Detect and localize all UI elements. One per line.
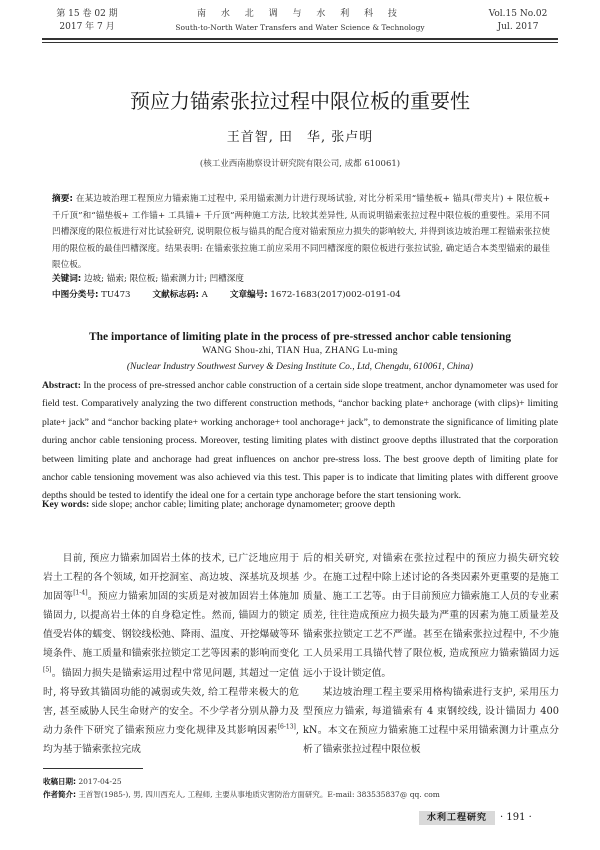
authors-en: WANG Shou-zhi, TIAN Hua, ZHANG Lu-ming xyxy=(202,346,398,356)
body-paragraph: 某边坡治理工程主要采用格构锚索进行支护, 采用压力型预应力锚索, 每道锚索有 4 束钢绞线, 设计锚固力 400 kN。本文在预应力锚索施工过程中采用锚索测力计重点分析了锚索张拉过程中限位板 xyxy=(303,686,559,755)
date-en: Jul. 2017 xyxy=(497,22,539,32)
article-no-value: 1672-1683(2017)002-0191-04 xyxy=(267,290,401,300)
body-column-left xyxy=(43,549,299,759)
body-text: 。预应力锚索加固的实质是对被加固岩土体施加锚固力, 以提高岩土体的自身稳定性。然而, 锚固力的锁定值受岩体的蠕变、钢铰线松弛、降雨、温度、开挖爆破等环境条件、施工质量和锚索张拉锁定工艺等因素的影响而变化 xyxy=(43,591,300,660)
abstract-en-text: In the process of pre-stressed anchor cable construction of a certain side slope treatment, anchor dynamometer was used for field test. Comparatively analyzing the two different construction methods, “anchor backing plate+ anchorage (with clips)+ limiting plate+ jack” and “anchor backing plate+ working anchorage+ tool anchorage+ jack”, to demonstrate the significance of limiting plate during anchor cable tensioning process. Moreover, testing limiting plates with distinct groove depths illustrated that the corporation between limiting plate and anchorage had great influences on anchor pre-stress loss. The best groove depth of limiting plate for anchor cable tensioning movement was also achieved via this test. This paper is to indicate that limiting plates with different groove depths should be tested to identify the ideal one for a certain type anchorage before the start tensioning work. xyxy=(42,380,558,502)
article-title-cn: 预应力锚索张拉过程中限位板的重要性 xyxy=(130,89,470,113)
header-rule-thick xyxy=(42,38,558,40)
footnote-author-bio xyxy=(43,788,559,801)
header-journal xyxy=(150,8,450,34)
body-text: 。锚固力损失是锚索运用过程中常见问题, 其超过一定值时, 将导致其锚固功能的减弱或失效, 给工程带来极大的危害, 甚至威胁人民生命财产的安全。不少学者分别从静力及动力条件下研究了锚索预应力变化规律及其影响因素 xyxy=(43,667,299,736)
classification-line xyxy=(52,287,550,303)
citation-ref[interactable]: [1-4] xyxy=(73,589,88,597)
page-number: · 191 · xyxy=(500,812,532,823)
journal-section-badge: 水利工程研究 xyxy=(419,811,495,825)
header-volume-cn xyxy=(52,8,122,34)
body-paragraph xyxy=(43,549,299,759)
body-column-right xyxy=(303,549,559,759)
author-bio-value: 王首智(1985-), 男, 四川西充人, 工程师, 主要从事地质灾害防治方面研究。E-mail: 383535837@ qq. com xyxy=(76,790,440,799)
volume-issue-en: Vol.15 No.02 xyxy=(488,9,548,19)
body-text: , 均为基于锚索张拉完成 xyxy=(43,724,299,755)
date-cn: 2017 年 7 月 xyxy=(59,22,115,32)
footnote-received xyxy=(43,775,559,788)
abstract-cn-text: 在某边坡治理工程预应力锚索施工过程中, 采用锚索测力计进行现场试验, 对比分析采用“锚垫板+ 锚具(带夹片) + 限位板+ 千斤顶”和“锚垫板+ 工作锚+ 工具锚+ 千斤顶”两种施工方法, 比较其差异性, 从而说明锚索张拉过程中限位板的重要性。采用不同凹槽深度的限位板进行对比试验研究, 说明限位板与锚具的配合度对锚索预应力损失的影响较大, 并得到该边坡治理工程锚索张拉使用的限位板的最佳凹槽深度。结果表明: 在锚索张拉施工前应采用不同凹槽深度的限位板进行张拉试验, 确定适合本类型锚索的最佳限位板。 xyxy=(52,194,550,270)
article-title-en: The importance of limiting plate in the process of pre-stressed anchor cable tensioning xyxy=(88,331,512,343)
keywords-cn-text: 边坡; 锚索; 限位板; 锚索测力计; 凹槽深度 xyxy=(81,274,244,284)
author-bio-label: 作者简介: xyxy=(43,790,76,799)
header-volume-en xyxy=(478,8,558,34)
journal-name-cn: 南 水 北 调 与 水 利 科 技 xyxy=(197,9,403,19)
affiliation-en: (Nuclear Industry Southwest Survey & Desing Institute Co., Ltd, Chengdu, 610061, China) xyxy=(126,362,474,372)
keywords-en-label: Key words: xyxy=(42,499,90,510)
abstract-en-label: Abstract: xyxy=(42,380,81,391)
volume-issue-cn: 第 15 卷 02 期 xyxy=(56,9,118,19)
journal-name-en: South-to-North Water Transfers and Water Science & Technology xyxy=(175,23,425,32)
affiliation-cn: (核工业西南勘察设计研究院有限公司, 成都 610061) xyxy=(199,159,401,169)
header-rule-thin xyxy=(42,42,558,43)
body-paragraph: 后的相关研究, 对锚索在张拉过程中的预应力损失研究较少。在施工过程中除上述讨论的各类因素外更重要的是施工质量、施工工艺等。由于目前预应力锚索施工人员的专业素质差, 往往造成预应力损失最为严重的因素为施工质量差及锚索张拉锁定工艺不严谨。甚至在锚索张拉过程中, 不少施工人员采用工具锚代替了限位板, 造成预应力锚索锚固力远远小于设计锁定值。 xyxy=(303,553,559,679)
citation-ref[interactable]: [5] xyxy=(43,666,52,674)
citation-ref[interactable]: [6-13] xyxy=(277,723,296,731)
keywords-en-text: side slope; anchor cable; limiting plate; anchorage dynamometer; groove depth xyxy=(89,499,396,510)
keywords-cn-label: 关键词: xyxy=(52,274,82,284)
body-text: 目前, 预应力锚索加固岩土体的技术, 已广泛地应用于岩土工程的各个领域, 如开挖洞室、高边坡、深基坑及坝基加固等 xyxy=(43,553,299,603)
received-value: 2017-04-25 xyxy=(76,777,122,786)
keywords-en xyxy=(42,497,558,513)
clc-value: TU473 xyxy=(98,290,131,300)
footnote-rule xyxy=(43,768,143,769)
article-no-label: 文章编号: xyxy=(229,290,268,300)
authors-cn: 王首智, 田 华, 张卢明 xyxy=(226,130,374,145)
keywords-cn xyxy=(52,271,550,287)
doc-code-label: 文献标志码: xyxy=(152,290,199,300)
abstract-en xyxy=(42,377,558,506)
doc-code-value: A xyxy=(198,290,208,300)
abstract-cn xyxy=(52,191,550,274)
clc-label: 中图分类号: xyxy=(52,290,99,300)
abstract-cn-label: 摘要: xyxy=(52,194,73,204)
received-label: 收稿日期: xyxy=(43,777,76,786)
